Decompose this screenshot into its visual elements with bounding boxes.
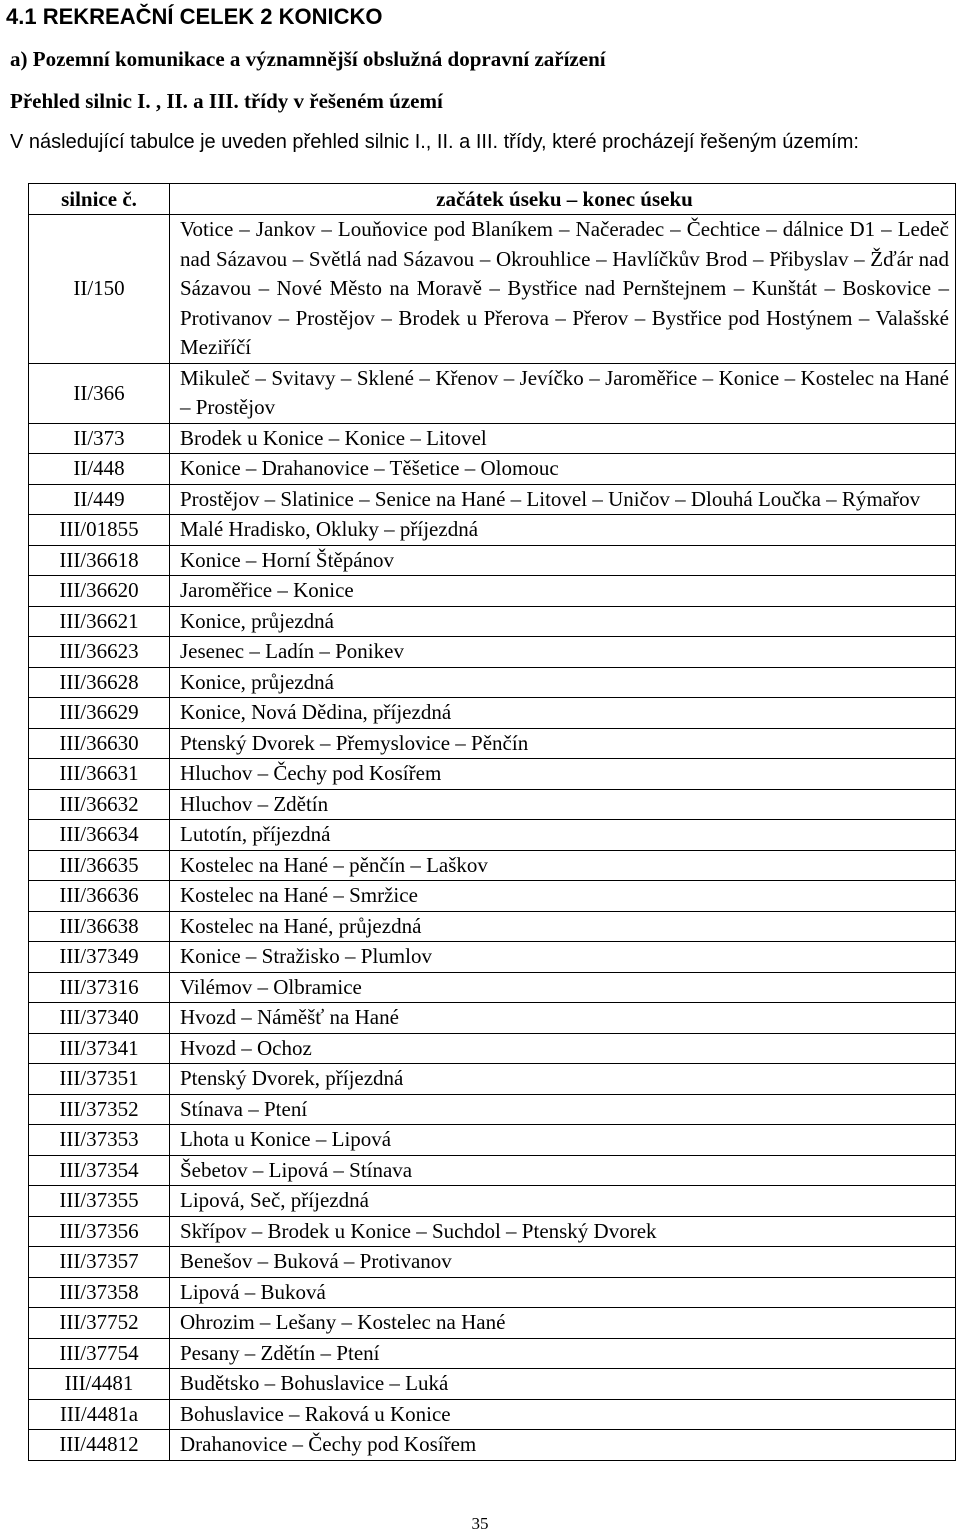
table-row <box>29 881 956 912</box>
road-number-cell: III/36638 <box>29 911 170 942</box>
table-row <box>29 484 956 515</box>
table-row <box>29 606 956 637</box>
road-number-cell: II/448 <box>29 454 170 485</box>
table-row <box>29 789 956 820</box>
road-number-cell: III/4481a <box>29 1399 170 1430</box>
route-cell: Konice – Drahanovice – Těšetice – Olomouc <box>170 454 956 485</box>
table-row <box>29 515 956 546</box>
table-row <box>29 1155 956 1186</box>
route-cell: Brodek u Konice – Konice – Litovel <box>170 423 956 454</box>
road-number-cell: III/4481 <box>29 1369 170 1400</box>
route-cell: Pesany – Zdětín – Ptení <box>170 1338 956 1369</box>
table-row <box>29 1125 956 1156</box>
road-number-cell: III/37357 <box>29 1247 170 1278</box>
table-row <box>29 363 956 423</box>
road-number-cell: III/36621 <box>29 606 170 637</box>
table-row <box>29 545 956 576</box>
route-cell: Bohuslavice – Raková u Konice <box>170 1399 956 1430</box>
table-row <box>29 759 956 790</box>
table-row <box>29 1247 956 1278</box>
table-row <box>29 454 956 485</box>
table-row <box>29 1430 956 1461</box>
route-cell: Konice, průjezdná <box>170 606 956 637</box>
table-row <box>29 728 956 759</box>
route-cell: Skřípov – Brodek u Konice – Suchdol – Ptenský Dvorek <box>170 1216 956 1247</box>
road-number-cell: III/37358 <box>29 1277 170 1308</box>
route-cell: Mikuleč – Svitavy – Sklené – Křenov – Jevíčko – Jaroměřice – Konice – Kostelec na Hané – Prostějov <box>170 363 956 423</box>
road-number-cell: III/44812 <box>29 1430 170 1461</box>
route-cell: Hvozd – Náměšť na Hané <box>170 1003 956 1034</box>
table-row <box>29 215 956 364</box>
table-row <box>29 820 956 851</box>
table-title: Přehled silnic I. , II. a III. třídy v řešeném území <box>10 89 443 113</box>
route-cell: Ptenský Dvorek, příjezdná <box>170 1064 956 1095</box>
route-cell: Lipová, Seč, příjezdná <box>170 1186 956 1217</box>
road-number-cell: III/37754 <box>29 1338 170 1369</box>
road-number-cell: III/37355 <box>29 1186 170 1217</box>
road-number-cell: III/36634 <box>29 820 170 851</box>
road-number-cell: III/36636 <box>29 881 170 912</box>
table-row <box>29 576 956 607</box>
road-number-cell: III/37752 <box>29 1308 170 1339</box>
route-cell: Prostějov – Slatinice – Senice na Hané – Litovel – Uničov – Dlouhá Loučka – Rýmařov <box>170 484 956 515</box>
route-cell: Konice – Stražisko – Plumlov <box>170 942 956 973</box>
route-cell: Votice – Jankov – Louňovice pod Blaníkem – Načeradec – Čechtice – dálnice D1 – Ledeč nad Sázavou – Světlá nad Sázavou – Okrouhlice – Havlíčkův Brod – Přibyslav – Žďár nad Sázavou – Nové Město na Moravě – Bystřice nad Pernštejnem – Kunštát – Boskovice – Protivanov – Prostějov – Brodek u Přerova – Přerov – Bystřice pod Hostýnem – Valašské Meziříčí <box>170 215 956 364</box>
table-row <box>29 1033 956 1064</box>
table-row <box>29 942 956 973</box>
table-row <box>29 698 956 729</box>
table-row <box>29 1369 956 1400</box>
section-heading: 4.1 REKREAČNÍ CELEK 2 KONICKO <box>6 4 383 29</box>
subsection-heading: a) Pozemní komunikace a významnější obslužná dopravní zařízení <box>10 47 606 71</box>
table-row <box>29 1277 956 1308</box>
road-number-cell: III/37341 <box>29 1033 170 1064</box>
route-cell: Lhota u Konice – Lipová <box>170 1125 956 1156</box>
route-cell: Hluchov – Zdětín <box>170 789 956 820</box>
road-number-cell: II/150 <box>29 215 170 364</box>
road-number-cell: III/37316 <box>29 972 170 1003</box>
route-cell: Jesenec – Ladín – Ponikev <box>170 637 956 668</box>
route-cell: Šebetov – Lipová – Stínava <box>170 1155 956 1186</box>
page-number: 35 <box>471 1514 489 1533</box>
table-row <box>29 423 956 454</box>
route-cell: Stínava – Ptení <box>170 1094 956 1125</box>
road-number-cell: III/36620 <box>29 576 170 607</box>
route-cell: Hluchov – Čechy pod Kosířem <box>170 759 956 790</box>
table-row <box>29 1094 956 1125</box>
table-row <box>29 911 956 942</box>
route-cell: Kostelec na Hané, průjezdná <box>170 911 956 942</box>
table-row <box>29 972 956 1003</box>
table-row <box>29 1308 956 1339</box>
table-header-row <box>29 184 956 215</box>
route-cell: Jaroměřice – Konice <box>170 576 956 607</box>
road-number-cell: III/36632 <box>29 789 170 820</box>
road-number-cell: III/36623 <box>29 637 170 668</box>
road-number-cell: II/366 <box>29 363 170 423</box>
route-cell: Kostelec na Hané – Smržice <box>170 881 956 912</box>
route-cell: Kostelec na Hané – pěnčín – Laškov <box>170 850 956 881</box>
road-number-cell: III/37340 <box>29 1003 170 1034</box>
route-cell: Lipová – Buková <box>170 1277 956 1308</box>
column-header-road: silnice č. <box>29 184 170 215</box>
route-cell: Hvozd – Ochoz <box>170 1033 956 1064</box>
route-cell: Ohrozim – Lešany – Kostelec na Hané <box>170 1308 956 1339</box>
route-cell: Malé Hradisko, Okluky – příjezdná <box>170 515 956 546</box>
road-number-cell: III/36631 <box>29 759 170 790</box>
route-cell: Ptenský Dvorek – Přemyslovice – Pěnčín <box>170 728 956 759</box>
table-row <box>29 850 956 881</box>
road-number-cell: III/36635 <box>29 850 170 881</box>
table-row <box>29 637 956 668</box>
road-number-cell: III/37349 <box>29 942 170 973</box>
road-number-cell: II/373 <box>29 423 170 454</box>
table-row <box>29 1338 956 1369</box>
road-number-cell: III/36630 <box>29 728 170 759</box>
road-number-cell: III/36618 <box>29 545 170 576</box>
table-row <box>29 667 956 698</box>
roads-table <box>28 183 956 1461</box>
route-cell: Budětsko – Bohuslavice – Luká <box>170 1369 956 1400</box>
column-header-route: začátek úseku – konec úseku <box>170 184 956 215</box>
route-cell: Vilémov – Olbramice <box>170 972 956 1003</box>
table-row <box>29 1216 956 1247</box>
route-cell: Konice, Nová Dědina, příjezdná <box>170 698 956 729</box>
road-number-cell: III/01855 <box>29 515 170 546</box>
table-row <box>29 1003 956 1034</box>
table-row <box>29 1399 956 1430</box>
road-number-cell: III/37354 <box>29 1155 170 1186</box>
route-cell: Lutotín, příjezdná <box>170 820 956 851</box>
route-cell: Konice, průjezdná <box>170 667 956 698</box>
route-cell: Drahanovice – Čechy pod Kosířem <box>170 1430 956 1461</box>
road-number-cell: III/37356 <box>29 1216 170 1247</box>
table-row <box>29 1064 956 1095</box>
road-number-cell: III/36629 <box>29 698 170 729</box>
road-number-cell: II/449 <box>29 484 170 515</box>
route-cell: Benešov – Buková – Protivanov <box>170 1247 956 1278</box>
road-number-cell: III/36628 <box>29 667 170 698</box>
table-row <box>29 1186 956 1217</box>
route-cell: Konice – Horní Štěpánov <box>170 545 956 576</box>
intro-paragraph: V následující tabulce je uveden přehled silnic I., II. a III. třídy, které procházejí řešeným územím: <box>10 131 859 153</box>
road-number-cell: III/37352 <box>29 1094 170 1125</box>
road-number-cell: III/37351 <box>29 1064 170 1095</box>
road-number-cell: III/37353 <box>29 1125 170 1156</box>
